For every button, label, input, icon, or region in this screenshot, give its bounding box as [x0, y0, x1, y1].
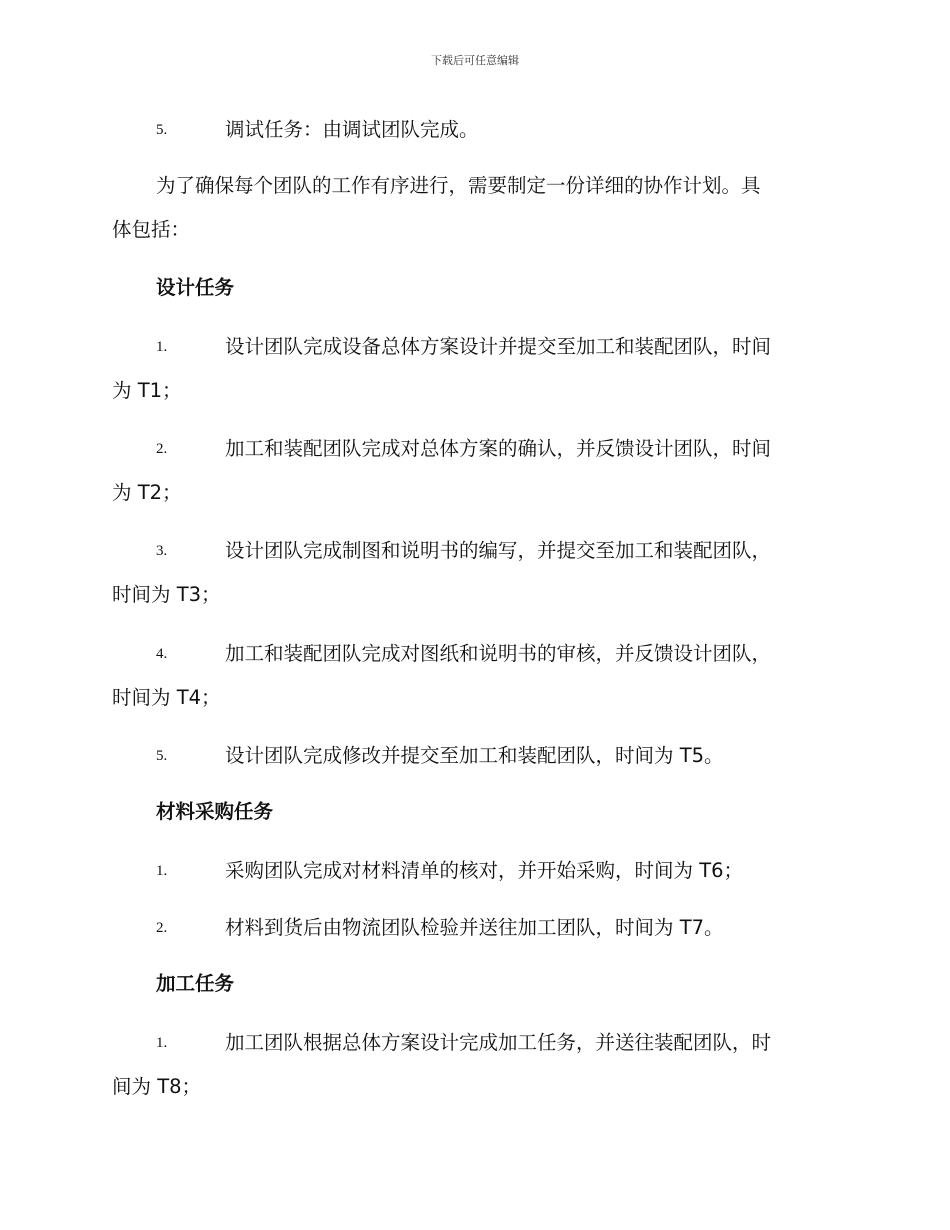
list-number: 1.	[156, 863, 168, 879]
intro-line-2: 体包括：	[112, 218, 191, 241]
list-item	[112, 632, 834, 720]
list-text-line-1: 设计团队完成设备总体方案设计并提交至加工和装配团队，时间	[225, 335, 772, 358]
list-item	[112, 906, 834, 950]
list-number: 1.	[156, 339, 168, 355]
list-text-line-1: 材料到货后由物流团队检验并送往加工团队，时间为 T7。	[225, 916, 724, 939]
list-item	[112, 427, 834, 515]
list-text-line-1: 采购团队完成对材料清单的核对，并开始采购，时间为 T6；	[225, 859, 744, 882]
list-text-line-2: 为 T1；	[112, 379, 182, 402]
list-number: 5.	[156, 122, 168, 138]
list-item	[112, 1021, 834, 1109]
list-text-line-1: 设计团队完成制图和说明书的编写，并提交至加工和装配团队，	[225, 539, 772, 562]
page-header: 下载后可任意编辑	[431, 54, 519, 67]
list-text: 调试任务：由调试团队完成。	[225, 118, 479, 141]
list-number: 2.	[156, 441, 168, 457]
list-text-line-1: 加工团队根据总体方案设计完成加工任务，并送往装配团队，时	[225, 1031, 772, 1054]
list-text-line-2: 时间为 T3；	[112, 583, 221, 606]
section-heading-processing: 加工任务	[156, 972, 235, 995]
list-item-debug	[112, 108, 834, 152]
list-number: 3.	[156, 543, 168, 559]
list-text-line-2: 为 T2；	[112, 481, 182, 504]
list-number: 2.	[156, 920, 168, 936]
list-item	[112, 849, 834, 893]
intro-line-1: 为了确保每个团队的工作有序进行，需要制定一份详细的协作计划。具	[156, 174, 761, 197]
list-item	[112, 529, 834, 617]
intro-paragraph	[112, 164, 834, 252]
list-item	[112, 734, 834, 778]
list-text-line-2: 时间为 T4；	[112, 686, 221, 709]
section-heading-design: 设计任务	[156, 276, 235, 299]
list-text-line-2: 间为 T8；	[112, 1075, 202, 1098]
list-number: 4.	[156, 646, 168, 662]
list-text-line-1: 加工和装配团队完成对总体方案的确认，并反馈设计团队，时间	[225, 437, 772, 460]
list-item	[112, 325, 834, 413]
list-text-line-1: 设计团队完成修改并提交至加工和装配团队，时间为 T5。	[225, 744, 724, 767]
section-heading-procurement: 材料采购任务	[156, 800, 274, 823]
list-number: 1.	[156, 1035, 168, 1051]
list-text-line-1: 加工和装配团队完成对图纸和说明书的审核，并反馈设计团队，	[225, 642, 772, 665]
list-number: 5.	[156, 748, 168, 764]
